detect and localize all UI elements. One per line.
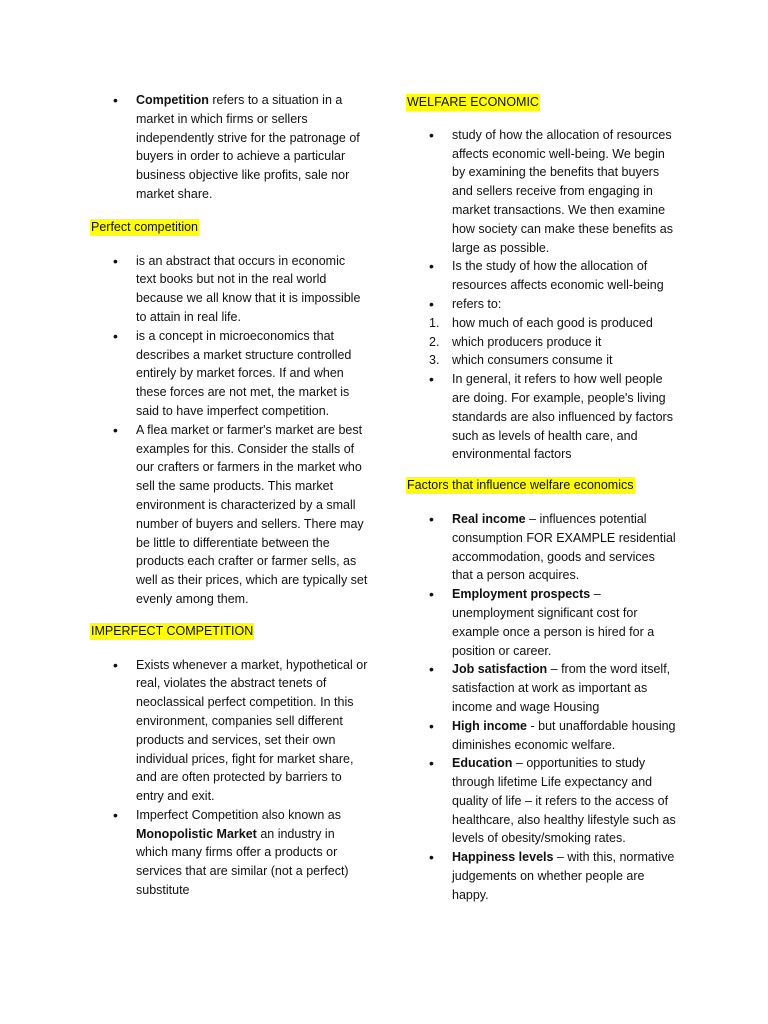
imperfect-item2-pre: Imperfect Competition also known as (136, 807, 341, 822)
list-item (90, 91, 368, 204)
list-item: • is an abstract that occurs in economic text books but not in the real world because we all know that it is impossible to attain in real life. (90, 252, 368, 327)
competition-definition-list (90, 91, 368, 204)
list-item: • Happiness levels – with this, normative judgements on whether people are happy. (406, 848, 678, 904)
imperfect-competition-heading: IMPERFECT COMPETITION (91, 623, 254, 638)
numbered-item: 2. which producers produce it (429, 334, 602, 349)
list-item: • is a concept in microeconomics that describes a market structure controlled entirely by market forces. If and when these forces are not met, the market is said to have imperfect competition. (90, 327, 368, 421)
list-item: • Education – opportunities to study through lifetime Life expectancy and quality of life – it refers to the access of healthcare, also healthy lifestyle such as levels of obesity/smoking rates. (406, 754, 678, 848)
left-column (90, 91, 368, 900)
list-item (90, 806, 368, 900)
right-column (406, 93, 678, 905)
list-item: • A flea market or farmer's market are best examples for this. Consider the stalls of our crafters or farmers in the market who sell the same products. This market environment is characterized by a small number of buyers and sellers. There may be little to differentiate between the products each crafter or farmer sells, as well as their prices, which are typically set evenly among them. (90, 421, 368, 609)
welfare-list-continued (406, 370, 678, 464)
welfare-economic-heading: WELFARE ECONOMIC (407, 95, 539, 109)
list-item: • Employment prospects – unemployment significant cost for example once a person is hired for a position or career. (406, 585, 678, 660)
numbered-item: 1. how much of each good is produced (429, 315, 653, 330)
perfect-competition-list (90, 252, 368, 609)
perfect-competition-heading: Perfect competition (91, 219, 198, 234)
imperfect-item2-post: an industry in which many firms offer a products or services that are similar (not a perfect) substitute (136, 826, 349, 898)
list-item: • refers to: (406, 295, 678, 314)
list-item: • High income - but unaffordable housing diminishes economic welfare. (406, 717, 678, 755)
monopolistic-market-term: Monopolistic Market (136, 826, 257, 841)
numbered-item: 3. which consumers consume it (429, 353, 613, 368)
list-item: • In general, it refers to how well people are doing. For example, people's living standards are also influenced by factors such as levels of health care, and environmental factors (406, 370, 678, 464)
list-item: • Job satisfaction – from the word itself, satisfaction at work as important as income and wage Housing (406, 660, 678, 716)
factors-list (406, 510, 678, 905)
list-item: • study of how the allocation of resources affects economic well-being. We begin by examining the benefits that buyers and sellers receive from engaging in market transactions. We then examine how society can make these benefits as large as possible. (406, 126, 678, 258)
list-item: • Exists whenever a market, hypothetical or real, violates the abstract tenets of neoclassical perfect competition. In this environment, companies sell different products and services, set their own individual prices, fight for market share, and are often protected by barriers to entry and exit. (90, 656, 368, 806)
imperfect-competition-list (90, 656, 368, 900)
list-item: • Real income – influences potential consumption FOR EXAMPLE residential accommodation, goods and services that a person acquires. (406, 510, 678, 585)
welfare-list (406, 126, 678, 314)
competition-text: refers to a situation in a market in which firms or sellers independently strive for the patronage of buyers in order to achieve a particular business objective like profits, sale nor market share. (136, 93, 360, 201)
competition-term: Competition (136, 93, 209, 107)
list-item: • Is the study of how the allocation of resources affects economic well-being (406, 257, 678, 295)
welfare-numbered-list (406, 314, 678, 370)
factors-heading: Factors that influence welfare economics (407, 478, 634, 493)
